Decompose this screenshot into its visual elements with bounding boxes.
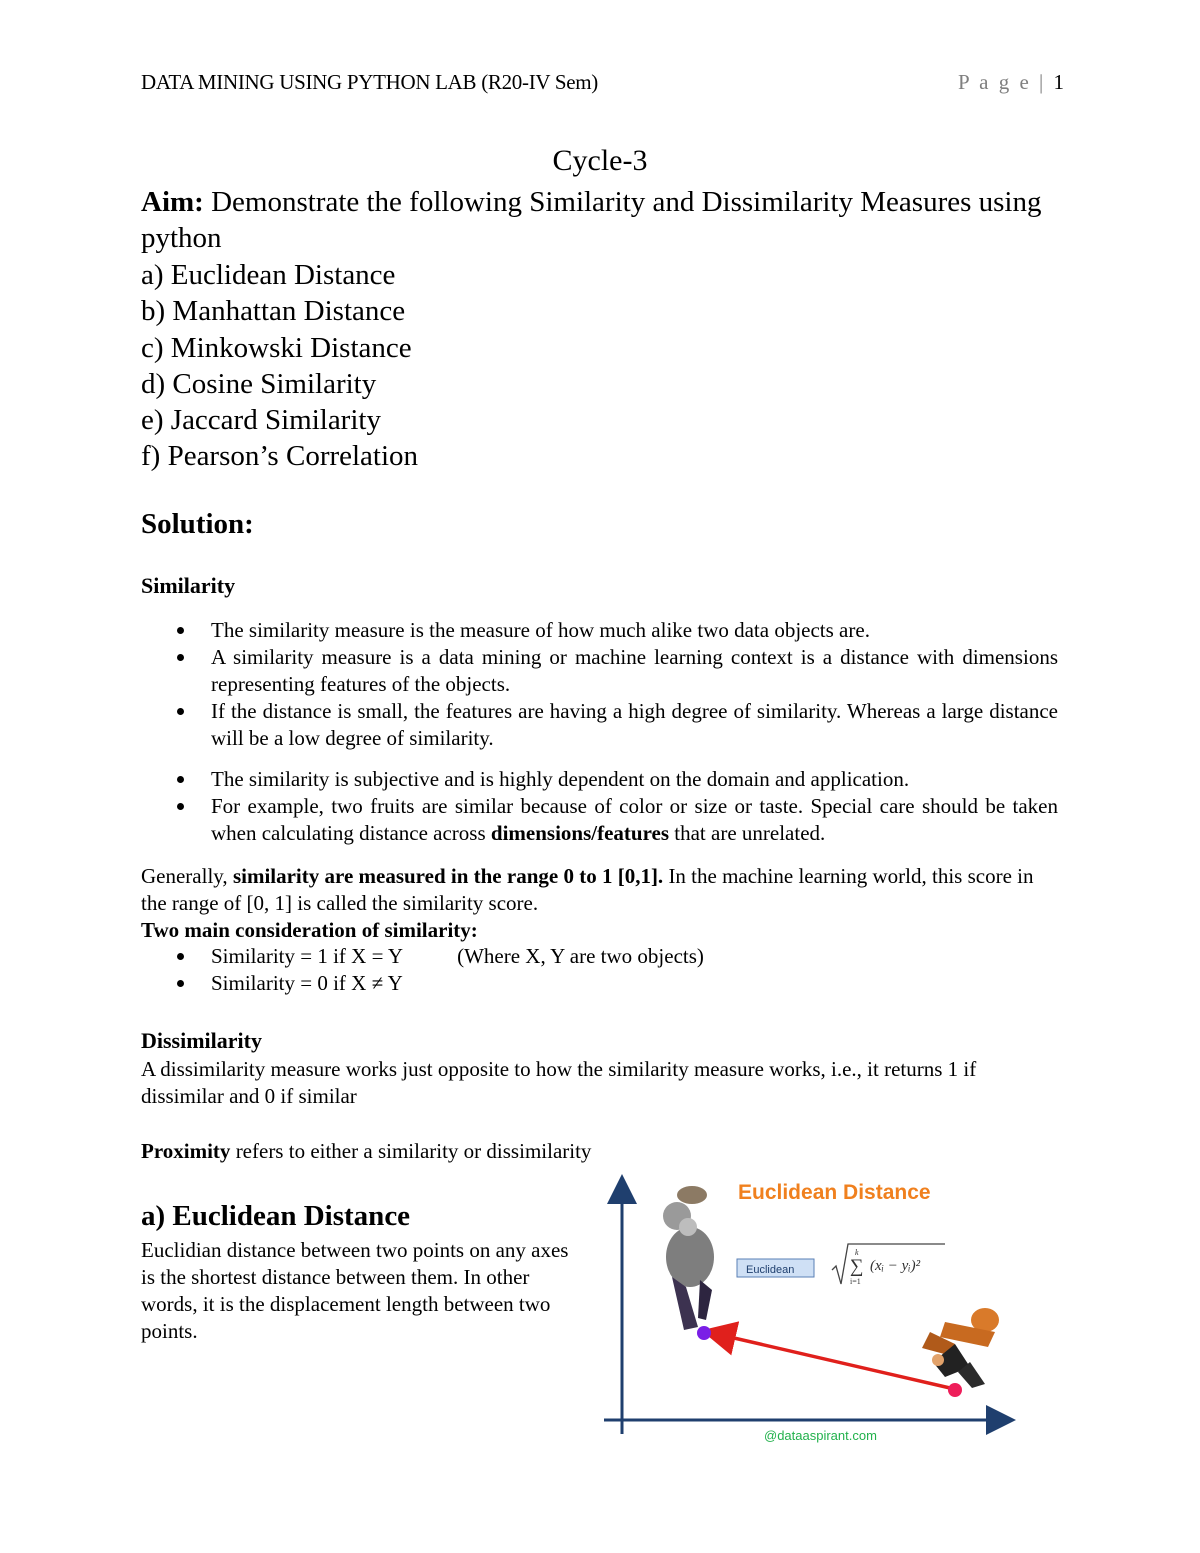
- character-right-illustration: [922, 1308, 999, 1388]
- rule1: Similarity = 1 if X = Y: [211, 944, 404, 968]
- euclidean-heading: a) Euclidean Distance: [141, 1200, 411, 1232]
- proximity-paragraph: [141, 1138, 591, 1165]
- dissimilarity-heading: Dissimilarity: [141, 1028, 262, 1053]
- figure-credit: @dataaspirant.com: [764, 1428, 877, 1443]
- list-item: [141, 943, 841, 970]
- figure-title: Euclidean Distance: [738, 1181, 931, 1204]
- aim-item: a) Euclidean Distance: [141, 259, 396, 291]
- solution-heading: Solution:: [141, 508, 254, 540]
- general-paragraph: [141, 863, 1058, 944]
- two-main-heading: Two main consideration of similarity:: [141, 918, 478, 942]
- similarity-heading: Similarity: [141, 573, 236, 598]
- general-post: In the machine learning world, this score in the range of [0, 1] is called the similarity score.: [141, 864, 1034, 915]
- distance-line: [708, 1332, 950, 1388]
- aim-item: c) Minkowski Distance: [141, 331, 412, 364]
- formula-body: (xᵢ − yᵢ)²: [870, 1258, 921, 1274]
- page-label: P a g e |: [958, 70, 1046, 94]
- aim-item: f) Pearson’s Correlation: [141, 440, 419, 473]
- euclidean-text: Euclidian distance between two points on any axes is the shortest distance between them. In other words, it is the displacement length between two points.: [141, 1238, 569, 1343]
- formula-sigma: ∑: [850, 1256, 864, 1277]
- character-left-illustration: [663, 1186, 714, 1330]
- euclidean-figure: [600, 1172, 1020, 1447]
- formula-k: k: [855, 1248, 859, 1257]
- cycle-title: Cycle-3: [552, 144, 648, 177]
- point-a: [697, 1326, 711, 1340]
- list-item: If the distance is small, the features are having a high degree of similarity. Whereas a large distance will be a low degree of similarity.: [141, 698, 1058, 752]
- aim-item: d) Cosine Similarity: [141, 367, 377, 400]
- similarity-rules: [141, 943, 841, 997]
- general-bold: similarity are measured in the range 0 to 1 [0,1].: [232, 864, 664, 888]
- aim-item: b) Manhattan Distance: [141, 295, 406, 328]
- page-number-label: [958, 70, 1064, 95]
- similarity-bullets: [141, 617, 1058, 847]
- dissimilarity-text: A dissimilarity measure works just opposite to how the similarity measure works, i.e., it returns 1 if dissimilar and 0 if similar: [141, 1057, 977, 1108]
- formula-range: i=1: [850, 1277, 861, 1286]
- list-item: Similarity = 0 if X ≠ Y: [141, 970, 841, 997]
- list-item: A similarity measure is a data mining or machine learning context is a distance with dimensions representing features of the objects.: [141, 644, 1058, 698]
- aim-paragraph: [141, 184, 1071, 256]
- proximity-term: Proximity: [141, 1139, 231, 1163]
- aim-label: Aim:: [141, 186, 204, 218]
- euclidean-badge-label: Euclidean: [746, 1264, 795, 1276]
- aim-text: Demonstrate the following Similarity and Dissimilarity Measures using python: [141, 186, 1042, 254]
- aim-item: e) Jaccard Similarity: [141, 404, 381, 437]
- list-item: The similarity is subjective and is highly dependent on the domain and application.: [141, 766, 1058, 793]
- point-b: [948, 1383, 962, 1397]
- rule1-note: (Where X, Y are two objects): [457, 944, 704, 968]
- bullet5-bold: dimensions/features: [490, 821, 670, 845]
- bullet5-pre: For example, two fruits are similar because of color or size or taste. Special care should be taken when calculating distance across: [211, 794, 1058, 845]
- list-item: The similarity measure is the measure of how much alike two data objects are.: [141, 617, 1058, 644]
- list-item: [141, 793, 1058, 847]
- proximity-text: refers to either a similarity or dissimilarity: [230, 1139, 592, 1163]
- bullet5-post: that are unrelated.: [669, 821, 826, 845]
- general-pre: Generally,: [141, 864, 233, 888]
- aim-list: [141, 257, 418, 475]
- header-title: DATA MINING USING PYTHON LAB (R20-IV Sem): [141, 70, 598, 94]
- page-number: 1: [1053, 70, 1064, 94]
